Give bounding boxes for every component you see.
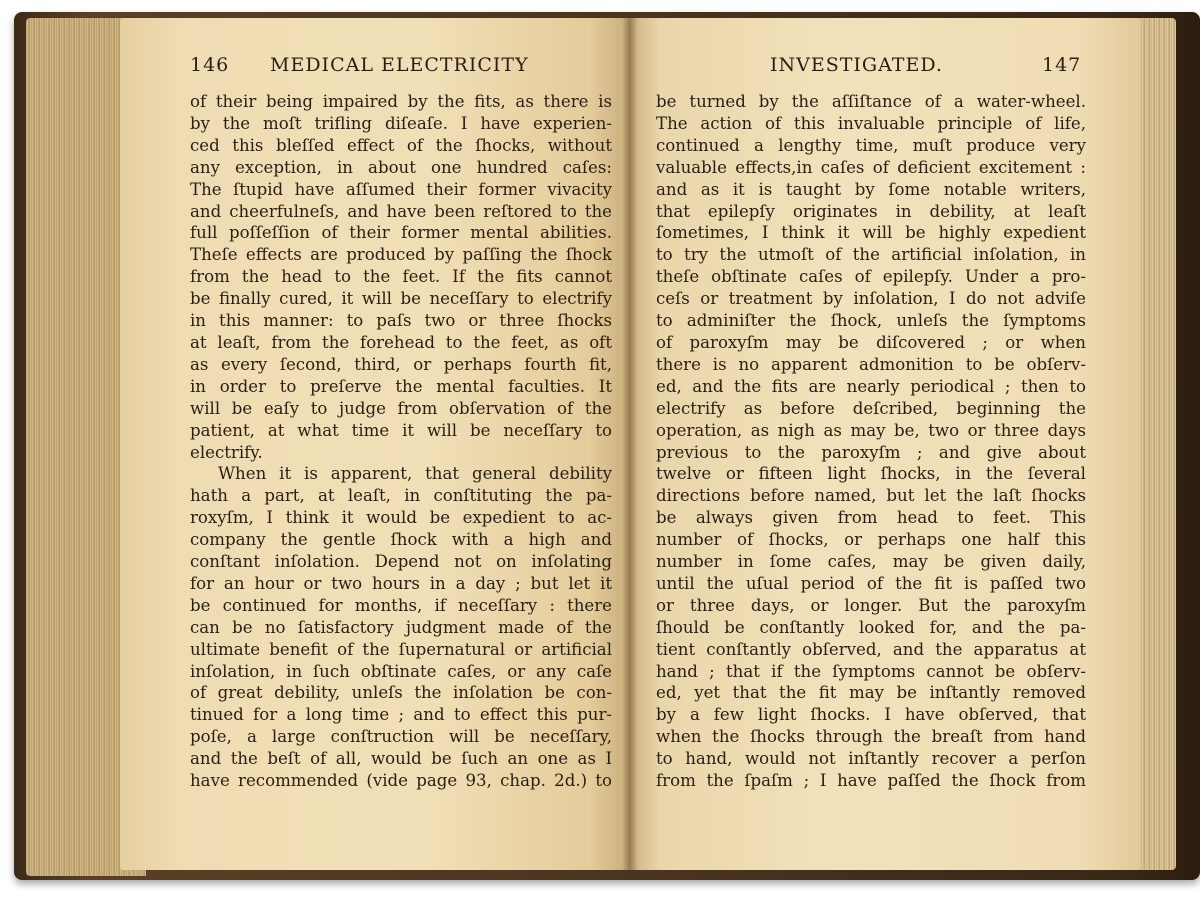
text-line: ſometimes, I think it will be highly expedient [656, 223, 1086, 243]
text-line: The action of this invaluable principle of life, [656, 113, 1086, 133]
right-page-text [656, 91, 1086, 792]
text-line: company the gentle ſhock with a high and [190, 530, 612, 550]
right-page [630, 18, 1140, 870]
text-line: twelve or fifteen light ſhocks, in the ſeveral [656, 464, 1086, 484]
text-line: of their being impaired by the fits, as there is [190, 92, 612, 111]
text-line: poſe, a large conſtruction will be neceſſary, [190, 727, 612, 747]
text-line: The ſtupid have aſſumed their former vivacity [190, 179, 612, 199]
text-line: to try the utmoſt of the artificial inſolation, in [656, 245, 1086, 265]
text-line: and cheerfulneſs, and have been reſtored to the [190, 201, 612, 221]
text-line: be finally cured, it will be neceſſary to electrify [190, 289, 612, 309]
text-line: directions before named, but let the laſt ſhocks [656, 486, 1086, 506]
text-line: valuable effects,in caſes of deficient excitement : [656, 157, 1086, 177]
left-page [120, 18, 630, 870]
text-line: in order to preſerve the mental faculties. It [190, 376, 612, 396]
text-line: electrify as before deſcribed, beginning the [656, 398, 1086, 418]
text-line: until the uſual period of the fit is paſſed two [656, 573, 1086, 593]
text-line: to adminiſter the ſhock, unleſs the ſymptoms [656, 311, 1086, 331]
text-line: and the beſt of all, would be ſuch an one as I [190, 749, 612, 769]
text-line: patient, at what time it will be neceſſary to [190, 420, 612, 440]
text-line: previous to the paroxyſm ; and give about [656, 442, 1086, 462]
text-line: of paroxyſm may be diſcovered ; or when [656, 332, 1086, 352]
book-gutter [622, 18, 638, 870]
left-page-number: 146 [190, 54, 230, 76]
right-running-head: INVESTIGATED. [770, 54, 943, 76]
text-line: and as it is taught by ſome notable writers, [656, 179, 1086, 199]
text-line: have recommended (vide page 93, chap. 2d.) to [190, 771, 612, 791]
text-line: number of ſhocks, or perhaps one half this [656, 530, 1086, 550]
text-line: of great debility, unleſs the inſolation be con- [190, 683, 612, 703]
text-line: as every ſecond, third, or perhaps fourth fit, [190, 354, 612, 374]
text-line: number in ſome caſes, may be given daily, [656, 552, 1086, 572]
text-line: by the moſt trifling diſeaſe. I have experien- [190, 113, 612, 133]
text-line: hath a part, at leaſt, in conſtituting the pa- [190, 486, 612, 506]
left-running-head: MEDICAL ELECTRICITY [270, 54, 529, 76]
text-line: be always given from head to feet. This [656, 508, 1086, 528]
text-line: tient conſtantly obſerved, and the apparatus at [656, 639, 1086, 659]
text-line: electrify. [190, 442, 263, 462]
text-line: full poſſeſſion of their former mental abilities. [190, 223, 612, 243]
text-line: Theſe effects are produced by paſſing the ſhock [190, 245, 612, 265]
text-line: operation, as nigh as may be, two or three days [656, 420, 1086, 440]
text-line: that epilepſy originates in debility, at leaſt [656, 201, 1086, 221]
text-line: inſolation, in ſuch obſtinate caſes, or any caſe [190, 661, 612, 681]
right-page-number: 147 [1042, 54, 1082, 76]
text-line: roxyſm, I think it would be expedient to ac- [190, 508, 612, 528]
text-line: ceſs or treatment by inſolation, I do not adviſe [656, 289, 1086, 309]
text-line: to hand, would not inſtantly recover a perſon [656, 749, 1086, 769]
text-line: ed, and the fits are nearly periodical ; then to [656, 376, 1086, 396]
text-line: When it is apparent, that general debility [218, 464, 612, 484]
text-line: by a few light ſhocks. I have obſerved, that [656, 705, 1086, 725]
text-line: for an hour or two hours in a day ; but let it [190, 573, 612, 593]
text-line: be turned by the aſſiſtance of a water-wheel. [656, 92, 1086, 111]
text-line: theſe obſtinate caſes of epilepſy. Under a pro- [656, 267, 1086, 287]
text-line: ſhould be conſtantly looked for, and the pa- [656, 617, 1086, 637]
text-line: ultimate benefit of the ſupernatural or artificial [190, 639, 612, 659]
text-line: ed, yet that the fit may be inſtantly removed [656, 683, 1086, 703]
text-line: hand ; that if the ſymptoms cannot be obſerv- [656, 661, 1086, 681]
text-line: or three days, or longer. But the paroxyſm [656, 595, 1086, 615]
text-line: conſtant inſolation. Depend not on inſolating [190, 552, 612, 572]
text-line: at leaſt, from the forehead to the feet, as oft [190, 332, 612, 352]
text-line: be continued for months, if neceſſary : there [190, 595, 612, 615]
text-line: from the head to the feet. If the fits cannot [190, 267, 612, 287]
text-line: tinued for a long time ; and to effect this pur- [190, 705, 612, 725]
text-line: any exception, in about one hundred caſes: [190, 157, 612, 177]
text-line: in this manner: to paſs two or three ſhocks [190, 311, 612, 331]
text-line: when the ſhocks through the breaſt from hand [656, 727, 1086, 747]
text-line: there is no apparent admonition to be obſerv- [656, 354, 1086, 374]
text-line: can be no ſatisfactory judgment made of the [190, 617, 612, 637]
text-line: from the ſpaſm ; I have paſſed the ſhock from [656, 771, 1086, 791]
text-line: ced this bleſſed effect of the ſhocks, without [190, 135, 612, 155]
left-page-text [190, 91, 612, 792]
right-page-edges [1136, 18, 1176, 870]
text-line: continued a lengthy time, muſt produce very [656, 135, 1086, 155]
text-line: will be eaſy to judge from obſervation of the [190, 398, 612, 418]
